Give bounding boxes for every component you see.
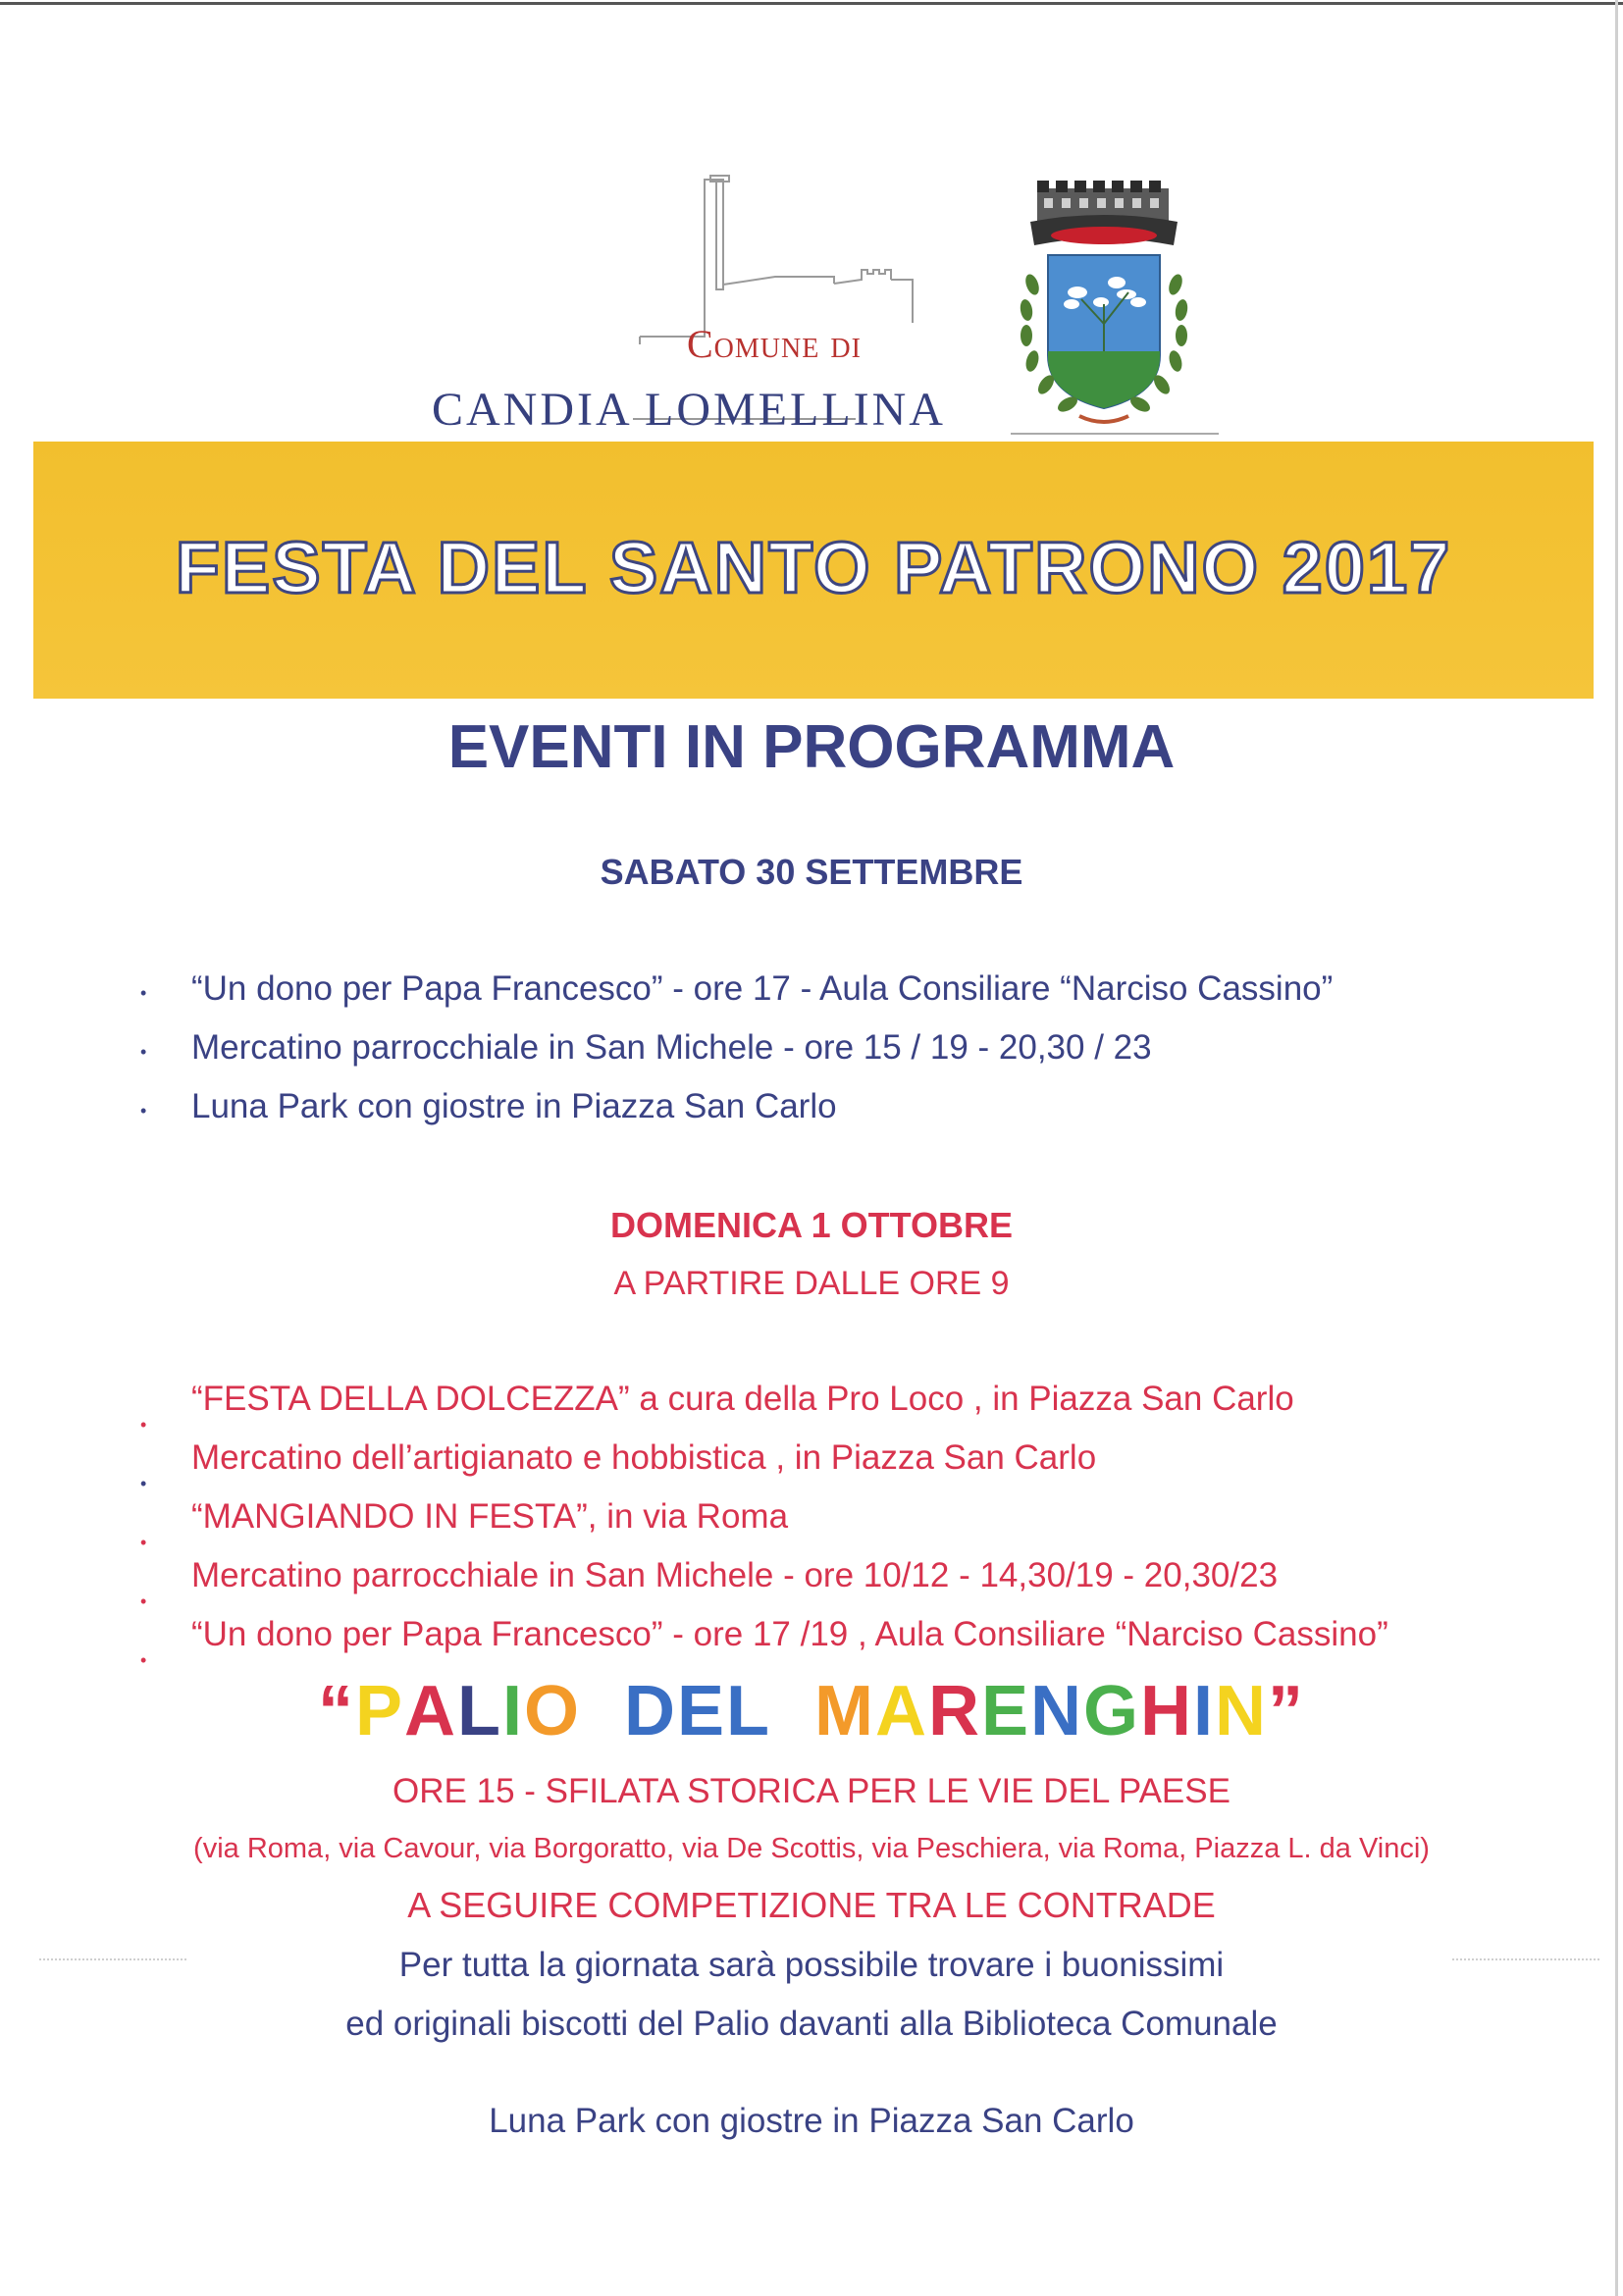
sunday-subheading: A PARTIRE DALLE ORE 9	[613, 1265, 1010, 1302]
comune-di-label: Comune di	[687, 322, 862, 366]
biscuits-line-2: ed originali biscotti del Palio davanti alla Biblioteca Comunale	[345, 2005, 1278, 2043]
palio-letter: I	[501, 1672, 524, 1750]
palio-letter: L	[726, 1672, 771, 1750]
sunday-heading: DOMENICA 1 OTTOBRE	[609, 1205, 1014, 1245]
events-title: EVENTI IN PROGRAMMA	[447, 713, 1176, 781]
bullet-icon: •	[140, 1101, 147, 1121]
palio-close-quote: ”	[1268, 1672, 1306, 1750]
palio-letter: O	[523, 1672, 581, 1750]
list-item: Mercatino parrocchiale in San Michele - ore 10/12 - 14,30/19 - 20,30/23	[191, 1556, 1279, 1594]
bullet-icon: •	[140, 983, 147, 1003]
palio-word-3	[814, 1671, 1268, 1751]
saturday-heading: SABATO 30 SETTEMBRE	[600, 852, 1023, 892]
palio-letter: N	[1030, 1672, 1084, 1750]
palio-letter: I	[1193, 1672, 1216, 1750]
palio-letter: D	[623, 1672, 677, 1750]
palio-letter: G	[1083, 1672, 1141, 1750]
list-item: “MANGIANDO IN FESTA”, in via Roma	[191, 1497, 789, 1536]
banner-title: FESTA DEL SANTO PATRONO 2017	[175, 527, 1452, 608]
scan-top-edge	[0, 2, 1623, 5]
palio-letter: N	[1215, 1672, 1269, 1750]
bullet-icon: •	[140, 1533, 147, 1552]
list-item: Mercatino parrocchiale in San Michele - ore 15 / 19 - 20,30 / 23	[191, 1028, 1152, 1067]
palio-open-quote: “	[317, 1672, 355, 1750]
palio-word-1	[355, 1671, 581, 1751]
palio-word-2	[624, 1671, 771, 1751]
palio-letter: H	[1140, 1672, 1194, 1750]
palio-letter: P	[354, 1672, 404, 1750]
list-item: “Un dono per Papa Francesco” - ore 17 - Aula Consiliare “Narciso Cassino”	[191, 969, 1334, 1008]
bullet-icon: •	[140, 1415, 147, 1435]
parade-time: ORE 15 - SFILATA STORICA PER LE VIE DEL PAESE	[393, 1772, 1230, 1810]
coat-of-arms-icon	[991, 177, 1227, 442]
palio-title	[0, 1671, 1623, 1751]
bullet-icon: •	[140, 1592, 147, 1611]
palio-letter: M	[814, 1672, 875, 1750]
palio-letter: A	[874, 1672, 928, 1750]
bullet-icon: •	[140, 1650, 147, 1670]
competition-note: A SEGUIRE COMPETIZIONE TRA LE CONTRADE	[407, 1885, 1216, 1925]
biscuits-line-1: Per tutta la giornata sarà possibile trovare i buonissimi	[398, 1946, 1225, 1984]
town-name: CANDIA LOMELLINA	[432, 384, 946, 436]
palio-letter: E	[980, 1672, 1031, 1750]
list-item: Luna Park con giostre in Piazza San Carlo	[191, 1087, 837, 1125]
palio-letter: A	[403, 1672, 457, 1750]
palio-letter: L	[456, 1672, 502, 1750]
palio-letter: R	[927, 1672, 981, 1750]
bullet-icon: •	[140, 1042, 147, 1062]
parade-route: (via Roma, via Cavour, via Borgoratto, via De Scottis, via Peschiera, via Roma, Piazza L. da Vinci)	[193, 1833, 1430, 1864]
list-item: “FESTA DELLA DOLCEZZA” a cura della Pro Loco , in Piazza San Carlo	[191, 1380, 1294, 1418]
bullet-icon: •	[140, 1474, 147, 1493]
palio-letter: E	[676, 1672, 727, 1750]
list-item: Mercatino dell’artigianato e hobbistica , in Piazza San Carlo	[191, 1438, 1097, 1477]
luna-park-note: Luna Park con giostre in Piazza San Carlo	[489, 2102, 1134, 2140]
list-item: “Un dono per Papa Francesco” - ore 17 /19 , Aula Consiliare “Narciso Cassino”	[191, 1615, 1388, 1653]
